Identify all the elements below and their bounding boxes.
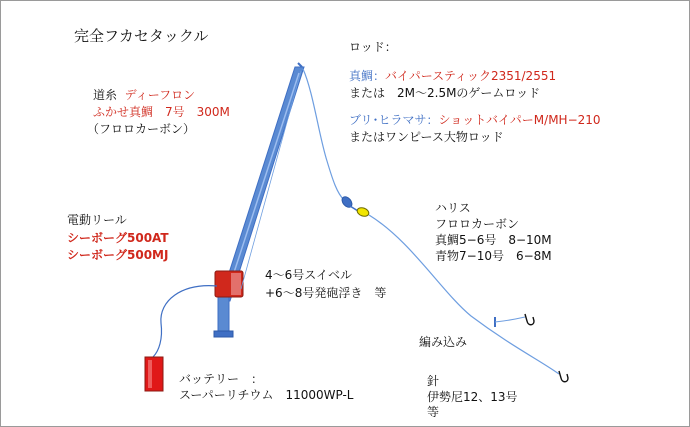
rod-grip [218,297,229,331]
foam-float [356,206,370,218]
hook-upper [525,314,534,325]
rod-line-2: または 2M〜2.5Mのゲームロッド [349,86,541,100]
swivel-line-1: 4〜6号スイベル [265,268,353,282]
mainline-row-1 [93,87,195,103]
rod-highlight [226,73,299,297]
mainline-heading: 道糸 [93,88,118,102]
hook-lower [559,371,568,382]
rod-model-madai: バイパースティック2351/2551 [385,69,557,83]
mainline-product: ディーフロン [124,88,196,102]
battery-highlight [148,360,152,388]
rod-model-buri: ショットバイパーM/MH−210 [438,113,601,127]
leader-aomono: 青物7−10号 6−8M [435,249,552,263]
main-line [303,69,344,200]
battery-heading: バッテリー ： [179,372,264,386]
hook-size: 伊勢尼12、13号 [427,390,518,404]
rod-line-4: またはワンピース大物ロッド [349,130,504,144]
mainline-material: （フロロカーボン） [87,122,196,136]
battery [145,357,163,391]
rod-target-madai: 真鯛： [349,69,386,83]
hook-heading: 針 [427,374,440,388]
rod-line-3 [349,112,601,128]
battery-model: スーパーリチウム 11000WP-L [179,388,354,402]
rod-butt-cap [214,331,233,337]
mainline-spec: ふかせ真鯛 7号 300M [93,105,230,119]
leader-material: フロロカーボン [435,217,520,231]
reel-heading: 電動リール [67,213,127,227]
power-cord [153,286,217,357]
leader-madai: 真鯛5−6号 8−10M [435,233,552,247]
rod-tip [298,63,302,67]
braid-label: 編み込み [419,335,468,349]
rod-line-1 [349,68,556,84]
reel-model-2: シーボーグ500MJ [67,248,169,262]
leader-heading: ハリス [435,201,471,215]
reel-seat-highlight [231,273,241,295]
reel-model-1: シーボーグ500AT [67,231,169,245]
hook-etc: 等 [427,405,440,419]
page-title: 完全フカセタックル [74,27,209,45]
rod-target-buri: ブリ･ヒラマサ： [349,113,439,127]
dropper-line [495,317,525,322]
swivel-line-2: +6〜8号発砲浮き 等 [265,286,387,300]
rod-blank [220,67,304,301]
rod-heading: ロッド： [349,40,397,54]
main-line-guide [241,71,301,289]
